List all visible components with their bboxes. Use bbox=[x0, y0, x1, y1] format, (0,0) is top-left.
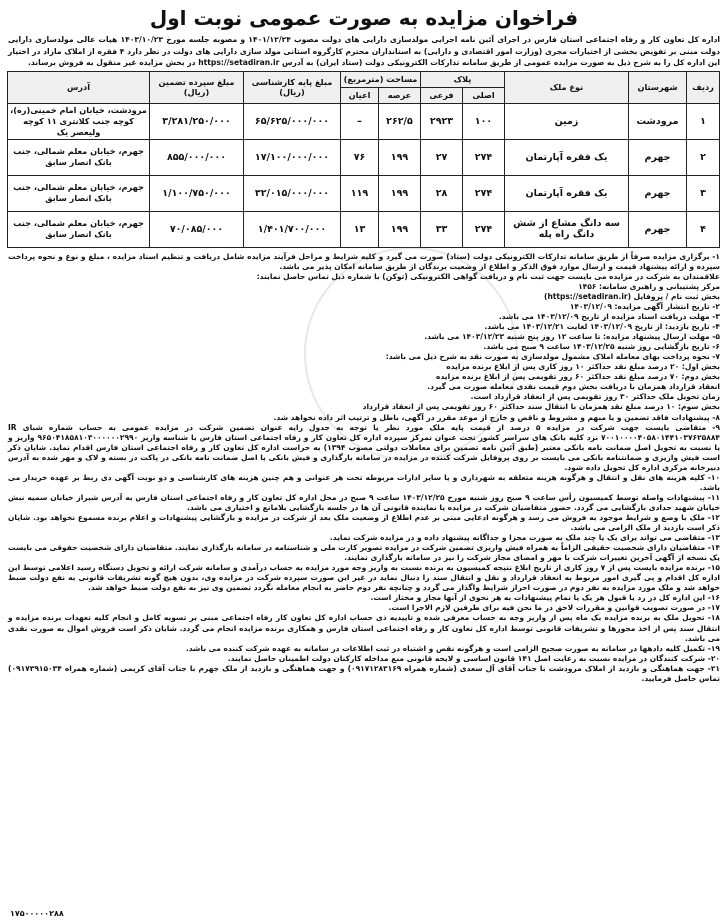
cell-farei: ۳۳ bbox=[421, 211, 463, 247]
cell-city: جهرم bbox=[629, 211, 687, 247]
header-arse: عرصه bbox=[379, 87, 421, 103]
cell-row: ۱ bbox=[687, 103, 720, 139]
term-item: ۳- مهلت دریافت اسناد مزایده از تاریخ ۱۴۰۳/۱۲/۰۹ می باشد. bbox=[498, 312, 720, 322]
cell-deposit: ۳/۲۸۱/۲۵۰/۰۰۰ bbox=[150, 103, 244, 139]
term-item: ۶- تاریخ بازگشایی روز شنبه ۱۴۰۳/۱۲/۲۵ ساعت ۹ صبح می باشد. bbox=[483, 342, 720, 352]
cell-city: جهرم bbox=[629, 175, 687, 211]
term-item: علاقمندان به شرکت در مزایده می بایست جهت ثبت نام و دریافت گواهی الکترونیکی (توکن) با شماره ذیل تماس حاصل نمایند: bbox=[256, 271, 720, 281]
cell-arse: ۱۹۹ bbox=[379, 175, 421, 211]
cell-asli: ۲۷۴ bbox=[463, 175, 505, 211]
cell-address: جهرم، خیابان معلم شمالی، جنب بانک انصار سابق bbox=[8, 175, 150, 211]
term-item: ۲۰- شرکت کنندگان در مزایده نسبت به رعایت اصل ۱۴۱ قانون اساسی و لایحه قانونی منع مداخله کارکنان دولت اطمینان حاصل نمایند. bbox=[227, 653, 720, 663]
cell-ayan: – bbox=[341, 103, 379, 139]
term-item: ۱۵- برنده مزایده بایست پس از ۷ روز کاری از تاریخ ابلاغ نتیجه کمیسیون به برنده نسبت به واریز وجه مورد مزایده به حساب درآمدی و سامانه شرکت ارائه و تحویل دستگاه رسید اعلامی توسط این اداره کل اقدام و پی گیری امور مربوط به انعقاد قرارداد و نقل و انتقال سند را دنبال نماید در غیر این صورت سپرده شرکت در مزایده وی، بدون هیچ گونه تشریفات قانونی به نفع دولت ضبط خواهد شد و ملک مورد مزایده به نفر دوم در صورت احراز شرایط واگذار می گردد و چنانچه نفر دوم حاضر به انجام معامله نگردد تضمین وی نیز به نفع دولت ضبط خواهد شد. bbox=[8, 563, 720, 593]
header-base-price: مبلغ پایه کارشناسی (ریال) bbox=[244, 71, 341, 103]
cell-base-price: ۶۵/۶۲۵/۰۰۰/۰۰۰ bbox=[244, 103, 341, 139]
cell-row: ۳ bbox=[687, 175, 720, 211]
cell-deposit: ۱/۱۰۰/۷۵۰/۰۰۰ bbox=[150, 175, 244, 211]
cell-deposit: ۸۵۵/۰۰۰/۰۰۰ bbox=[150, 139, 244, 175]
term-item: زمان تحویل ملک حداکثر ۳۰ روز تقویمی پس از انعقاد قرارداد است. bbox=[470, 392, 720, 402]
cell-arse: ۱۹۹ bbox=[379, 139, 421, 175]
cell-row: ۴ bbox=[687, 211, 720, 247]
page-title: فراخوان مزایده به صورت عمومی نوبت اول bbox=[149, 6, 579, 30]
header-deposit: مبلغ سپرده تضمین (ریال) bbox=[150, 71, 244, 103]
cell-deposit: ۷۰/۰۸۵/۰۰۰ bbox=[150, 211, 244, 247]
header-plak: پلاک bbox=[421, 71, 505, 87]
intro-paragraph: اداره کل تعاون کار و رفاه اجتماعی استان فارس در اجرای آئین نامه اجرایی مولدسازی دارایی های دولت مصوب ۱۴۰۱/۱۲/۲۴ و مصوبه جلسه مورخ ۱۴۰۳/۱۰/۲۳ هیات عالی مولدسازی دارایی دولت مبنی بر تفویض بخشی از اختیارات مجری (وزارت امور اقتصادی و دارایی) به استانداران محترم کارگروه استانی مولد سازی دارایی های دولت در نظر دارد ۴ فقره از املاک مازاد در اختیار این اداره کل را به شرح ذیل به صورت مزایده عمومی از طریق سامانه تدارکات الکترونیکی دولت (ستاد ایران) به آدرس https://setadiran.ir در بخش مزایده غیر منقول به فروش برساند. bbox=[8, 35, 720, 68]
cell-address: جهرم، خیابان معلم شمالی، جنب بانک انصار سابق bbox=[8, 139, 150, 175]
term-item: ۱۲- ملک با وضع و شرایط موجود به فروش می رسد و هرگونه ادعایی مبنی بر عدم اطلاع از وضعیت ملک بعد از شرکت در مزایده و بازگشایی پیشنهادات و اعلام برنده مسموع نخواهد بود. شایان ذکر است بازدید از ملک الزامی می باشد. bbox=[8, 513, 720, 533]
reference-code: ۱۷۵۰۰۰۰۰۲۸۸ bbox=[10, 909, 64, 918]
cell-arse: ۱۹۹ bbox=[379, 211, 421, 247]
term-item: ۱۰- کلیه هزینه های نقل و انتقال و هرگونه هزینه متعلقه به شهرداری و یا سایر ادارات مربوطه تحت هر عنوانی و هم چنین هزینه های کارشناسی و دو نوبت آگهی دی ربط بر عهده خریدار می باشد. bbox=[8, 472, 720, 492]
cell-address: مرودشت، خیابان امام خمینی(ره)، کوچه جنب کلانتری ۱۱ کوچه ولیعصر یک bbox=[8, 103, 150, 139]
term-item: ۱۱- پیشنهادات واصله توسط کمیسیون رأس ساعت ۹ صبح روز شنبه مورخ ۱۴۰۳/۱۲/۲۵ ساعت ۹ صبح در محل اداره کل تعاون کار و رفاه اجتماعی استان فارس به آدرس شیراز خیابان سمیه نبش خیابان شهید حدادی بازگشایی می گردد. حضور متقاضیان شرکت در مزایده یا نماینده قانونی آن ها در جلسه بازگشایی بلامانع و اختیاری می باشد. bbox=[8, 492, 720, 512]
cell-type: یک فقره آپارتمان bbox=[505, 175, 629, 211]
header-row: ردیف bbox=[687, 71, 720, 103]
header-address: آدرس bbox=[8, 71, 150, 103]
term-item: ۹- متقاضی بایست جهت شرکت در مزایده ۵ درصد از قیمت پایه ملک مورد نظر یا توجه به جدول رایه عنوان تضمین شرکت در مزایده عمومی به حساب شماره شبای IR ۷۰۰۱۰۰۰۰۴۰۵۸۰۱۴۴۱۰۳۷۶۲۵۸۸۴ نزد کلیه بانک های سراسر کشور تحت عنوان تمرکز سپرده اداره کل تعاون کار و رفاه اجتماعی استان فارس با شناسه واریز ۹۶۵۰۴۱۸۵۸۱۰۳۰۰۰۰۰۰۲۹۹۰ واریز و یا نسبت به تحویل اصل ضمانت نامه بانکی معتبر (طبق آئین نامه تضمین برای معاملات دولتی مصوب ۱۳۹۴) به حراست اداره کل تعاون کار و رفاه اجتماعی استان فارس اقدام نماید. شایان ذکر است فیش واریزی و ضمانتنامه بانکی می بایست بر روی پروفایل شرکت کننده در مزایده در سامانه بارگذاری و فیش بانکی یا اصل ضمانت نامه بانکی در پاکت در بسته و لاک و مهر شده به آدرس دبیرخانه مرکزی اداره کل تحویل داده شود. bbox=[8, 422, 721, 472]
cell-type: سه دانگ مشاع از شش دانگ راه پله bbox=[505, 211, 629, 247]
header-asli: اصلی bbox=[463, 87, 505, 103]
header-ayan: اعیان bbox=[341, 87, 379, 103]
cell-city: مرودشت bbox=[629, 103, 687, 139]
cell-farei: ۲۸ bbox=[421, 175, 463, 211]
cell-base-price: ۱۷/۱۰۰/۰۰۰/۰۰۰ bbox=[244, 139, 341, 175]
term-item: ۲- تاریخ انتشار آگهی مزایده: ۱۴۰۳/۱۲/۰۹ bbox=[569, 302, 720, 312]
table-row bbox=[8, 103, 720, 139]
cell-base-price: ۳۲/۰۱۵/۰۰۰/۰۰۰ bbox=[244, 175, 341, 211]
properties-table bbox=[7, 71, 720, 248]
cell-type: زمین bbox=[505, 103, 629, 139]
term-item: بخش سوم: ۱۰ درصد مبلغ نقد همزمان با انتقال سند حداکثر ۶۰ روز تقویمی پس از انعقاد قرارداد bbox=[362, 402, 720, 412]
term-item: بخش دوم: ۷۰ درصد مبلغ نقد حداکثر ۶۰ روز تقویمی پس از ابلاغ برنده مزایده bbox=[436, 372, 720, 382]
term-item: ۱- برگزاری مزایده صرفاً از طریق سامانه تدارکات الکترونیکی دولت (ستاد) صورت می گیرد و کلیه شرایط و مراحل فرآیند مزایده شامل دریافت و تنظیم اسناد مزایده ، مبلغ و نوع و نحوه پرداخت سپرده و ارائه پیشنهاد قیمت و ارسال موارد فوق الذکر و اطلاع از وضعیت برندگان از طریق سامانه امکان پذیر می باشد. bbox=[8, 251, 720, 271]
cell-asli: ۲۷۴ bbox=[463, 139, 505, 175]
cell-base-price: ۱/۴۰۱/۷۰۰/۰۰۰ bbox=[244, 211, 341, 247]
term-item: بخش اول: ۲۰ درصد مبلغ نقد حداکثر ۱۰ روز کاری پس از ابلاغ برنده مزایده bbox=[446, 362, 720, 372]
cell-asli: ۲۷۴ bbox=[463, 211, 505, 247]
cell-ayan: ۱۳ bbox=[341, 211, 379, 247]
header-city: شهرستان bbox=[629, 71, 687, 103]
term-item: ۱۹- تکمیل کلیه دادهها در سامانه به صورت صحیح الزامی است و هرگونه نقص و اشتباه در ثبت اطلاعات در سامانه به عهده شرکت کننده می باشد. bbox=[185, 643, 720, 653]
term-item: بخش ثبت نام / پروفایل (https://setadiran.ir) bbox=[544, 291, 720, 301]
table-header-row bbox=[8, 71, 720, 87]
header-area: مساحت (مترمربع) bbox=[341, 71, 421, 87]
term-item: مرکز پشتیبانی و راهبری سامانه: ۱۴۵۶ bbox=[578, 281, 720, 291]
term-item: ۱۸- تحویل ملک به برنده مزایده یک ماه پس از واریز وجه به حساب معرفی شده و تاییدیه ذی حساب اداره کل تعاون کار رفاه اجتماعی مبنی بر تسویه کامل و انجام کلیه تعهدات برنده مزایده و انتقال سند پس از اخذ مجوزها و تشریفات قانونی توسط اداره کل تعاون کار و رفاه اجتماعی استان فارس و همکاری برنده مزایده انجام می گردد. شایان ذکر است فروش اموال به صورت نقدی می باشد. bbox=[8, 613, 720, 643]
term-item: ۱۴- متقاضیان دارای شخصیت حقیقی الزاماً به همراه فیش واریزی تضمین شرکت در مزایده تصویر کارت ملی و شناسنامه در سامانه بارگذاری نمایند. متقاضیان دارای شخصیت حقوقی می بایست یک نسخه از آگهی آخرین تغییرات شرکت با مهر و امضای مجاز شرکت را نیز در سامانه بارگذاری نمایند. bbox=[8, 543, 720, 563]
header-type: نوع ملک bbox=[505, 71, 629, 103]
cell-asli: ۱۰۰ bbox=[463, 103, 505, 139]
table-row bbox=[8, 211, 720, 247]
table-row bbox=[8, 139, 720, 175]
term-item: ۱۷- در صورت تصویب قوانین و مقررات لاحق در ما نحن فیه برای طرفین لازم الاجرا است. bbox=[388, 603, 720, 613]
cell-address: جهرم، خیابان معلم شمالی، جنب بانک انصار سابق bbox=[8, 211, 150, 247]
official-seal-watermark bbox=[304, 247, 518, 461]
cell-arse: ۲۶۲/۵ bbox=[379, 103, 421, 139]
term-item: ۵- مهلت ارسال پیشنهاد مزایده: تا ساعت ۱۲ روز پنج شنبه ۱۴۰۳/۱۲/۲۳ می باشد. bbox=[424, 332, 720, 342]
term-item: ۲۱- جهت هماهنگی و بازدید از املاک مرودشت با جناب آقای آل سعدی (شماره همراه ۰۹۱۷۱۲۸۳۱۶۹) و جهت هماهنگی و بازدید از ملک جهرم با جناب آقای کریمی (شماره همراه ۰۹۱۷۳۹۱۵۰۳۴) تماس حاصل فرمایید. bbox=[8, 663, 720, 683]
term-item: ۷- نحوه پرداخت بهای معامله املاک مشمول مولدسازی به صورت نقد به شرح ذیل می باشد: bbox=[385, 352, 720, 362]
term-item: ۱۶- این اداره کل در رد یا قبول هر یک یا تمام پیشنهادات به هر نحوی از آنها مجاز و مختار است. bbox=[370, 593, 720, 603]
term-item: ۴- تاریخ بازدید: از تاریخ ۱۴۰۳/۱۲/۰۹ لغایت ۱۴۰۳/۱۲/۲۱ می باشد. bbox=[484, 322, 720, 332]
term-item: انعقاد قرارداد همزمان با دریافت بخش دوم قیمت نقدی معامله صورت می گیرد. bbox=[427, 382, 720, 392]
cell-type: یک فقره آپارتمان bbox=[505, 139, 629, 175]
table-row bbox=[8, 175, 720, 211]
cell-city: جهرم bbox=[629, 139, 687, 175]
cell-ayan: ۱۱۹ bbox=[341, 175, 379, 211]
cell-farei: ۲۷ bbox=[421, 139, 463, 175]
term-item: ۱۳- متقاضی می تواند برای یک یا چند ملک به صورت مجزا و جداگانه پیشنهاد داده و در مزایده شرکت نماید. bbox=[329, 533, 720, 543]
header-farei: فرعی bbox=[421, 87, 463, 103]
cell-farei: ۲۹۲۳ bbox=[421, 103, 463, 139]
term-item: ۸- پیشنهادات فاقد تضمین و یا مبهم و مشروط و ناقص و خارج از موعد مقرر در آگهی، باطل و ترتیب اثر داده نخواهد شد. bbox=[273, 412, 720, 422]
cell-row: ۲ bbox=[687, 139, 720, 175]
cell-ayan: ۷۶ bbox=[341, 139, 379, 175]
auction-notice bbox=[4, 2, 724, 920]
